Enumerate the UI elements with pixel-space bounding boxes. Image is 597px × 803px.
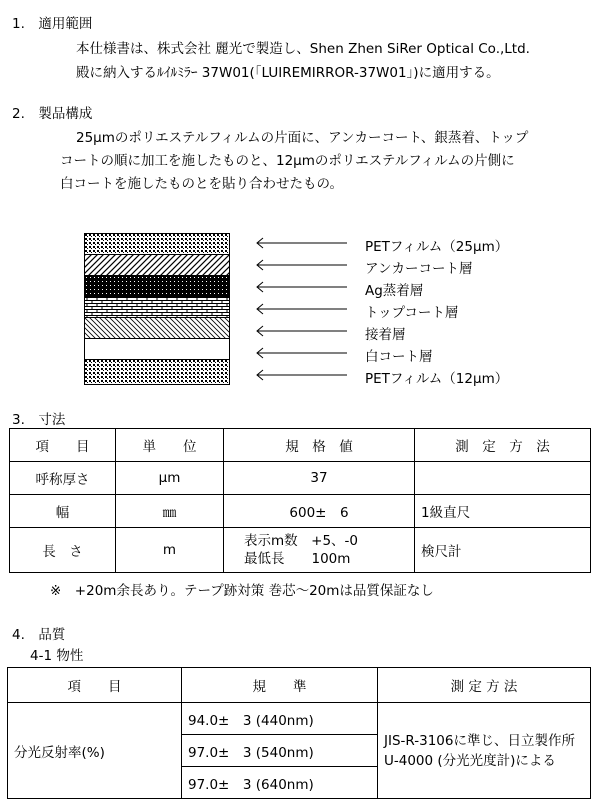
method-cell [415, 462, 591, 495]
spec-cell [224, 528, 415, 573]
header-cell: 規 準 [182, 668, 378, 703]
header-cell: 規 格 値 [224, 429, 415, 462]
section1-line2: 殿に納入するﾙｲﾙﾐﾗｰ 37W01(「LUIREMIRROR-37W01」)に適用する。 [76, 65, 500, 81]
spec-cell: 97.0± 3 (540nm) [182, 735, 378, 767]
section1-line1: 本仕様書は、株式会社 麗光で製造し、Shen Zhen SiRer Optical Co.,Ltd. [76, 41, 530, 57]
header-cell: 単 位 [116, 429, 224, 462]
property-table [7, 667, 591, 799]
section2-line1: 25μmのポリエステルフィルムの片面に、アンカーコート、銀蒸着、トップ [76, 130, 529, 146]
section2-line2: コートの順に加工を施したものと、12μmのポリエステルフィルムの片側に [60, 153, 515, 169]
method-cell: 1級直尺 [415, 495, 591, 528]
unit-cell: ㎜ [116, 495, 224, 528]
table-row [10, 462, 591, 495]
arrow-left-icon [255, 237, 347, 249]
layer-label: トップコート層 [365, 305, 459, 321]
dimension-table [9, 428, 591, 573]
dimension-note: ※ +20m余長あり。テープ跡対策 巻芯～20mは品質保証なし [50, 583, 434, 599]
layer-ag [84, 275, 230, 297]
layer-label: アンカーコート層 [365, 261, 473, 277]
section2-line3: 白コートを施したものとを貼り合わせたもの。 [60, 176, 343, 192]
arrow-left-icon [255, 347, 347, 359]
spec-line: 表示m数 +5、-0 [244, 533, 359, 549]
table-header-row [8, 668, 591, 703]
section4-subheading: 4-1 物性 [30, 648, 84, 664]
layer-label: PETフィルム（12μm） [365, 371, 509, 387]
table-row [8, 703, 591, 735]
layer-whitecoat [84, 338, 230, 360]
layer-pet25 [84, 233, 230, 255]
spec-cell: 97.0± 3 (640nm) [182, 767, 378, 799]
layer-anchor [84, 254, 230, 276]
layer-adhesive [84, 317, 230, 339]
layer-label: Ag蒸着層 [365, 283, 424, 299]
item-cell: 分光反射率(%) [8, 703, 182, 799]
item-cell: 幅 [10, 495, 116, 528]
spec-cell: 37 [224, 462, 415, 495]
layer-label: 接着層 [365, 327, 406, 343]
table-header-row [10, 429, 591, 462]
item-cell: 呼称厚さ [10, 462, 116, 495]
header-cell: 項 目 [10, 429, 116, 462]
method-cell: 検尺計 [415, 528, 591, 573]
layer-pet12 [84, 359, 230, 385]
item-cell: 長 さ [10, 528, 116, 573]
table-row [10, 495, 591, 528]
unit-cell: m [116, 528, 224, 573]
section1-heading: 1. 適用範囲 [12, 16, 93, 32]
arrow-left-icon [255, 325, 347, 337]
section4-heading: 4. 品質 [12, 627, 66, 643]
layer-label: 白コート層 [365, 349, 433, 365]
method-cell: JIS-R-3106に準じ、日立製作所 U-4000 (分光光度計)による [378, 703, 591, 799]
section3-heading: 3. 寸法 [12, 412, 66, 428]
layer-topcoat [84, 296, 230, 318]
arrow-left-icon [255, 303, 347, 315]
table-row [10, 528, 591, 573]
spec-cell: 94.0± 3 (440nm) [182, 703, 378, 735]
layer-label: PETフィルム（25μm） [365, 239, 509, 255]
header-cell: 項 目 [8, 668, 182, 703]
spec-cell: 600± 6 [224, 495, 415, 528]
header-cell: 測 定 方 法 [378, 668, 591, 703]
arrow-left-icon [255, 281, 347, 293]
arrow-left-icon [255, 259, 347, 271]
spec-line: 最低長 100m [244, 551, 351, 567]
section2-heading: 2. 製品構成 [12, 106, 93, 122]
arrow-left-icon [255, 369, 347, 381]
unit-cell: μm [116, 462, 224, 495]
header-cell: 測 定 方 法 [415, 429, 591, 462]
